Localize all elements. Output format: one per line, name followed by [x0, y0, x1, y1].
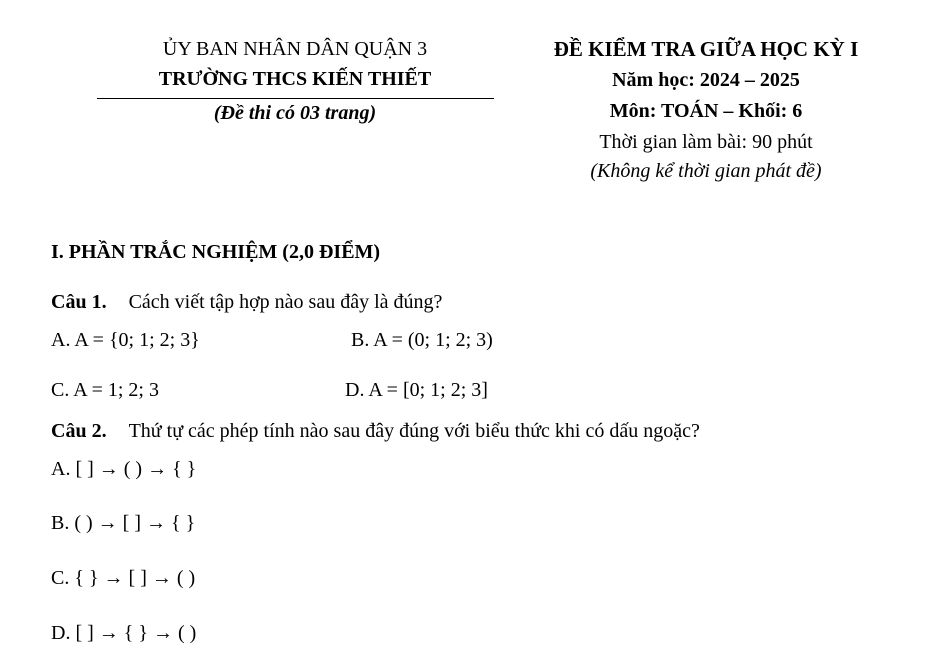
- section-title: I. PHẦN TRẮC NGHIỆM (2,0 ĐIỂM): [51, 241, 381, 263]
- district-committee: ỦY BAN NHÂN DÂN QUẬN 3: [162, 38, 428, 60]
- subject-grade: Môn: TOÁN – Khối: 6: [609, 100, 803, 122]
- time-note: (Không kể thời gian phát đề): [590, 160, 822, 182]
- q2-option-c: C. { } → [ ] → ( ): [51, 567, 196, 589]
- question-1-text: Cách viết tập hợp nào sau đây là đúng?: [128, 291, 443, 313]
- question-2: [51, 420, 700, 443]
- q1-option-b: B. A = (0; 1; 2; 3): [351, 329, 493, 351]
- header-divider: [97, 98, 494, 99]
- q1-option-d: D. A = [0; 1; 2; 3]: [345, 379, 488, 401]
- question-2-label: Câu 2.: [51, 420, 107, 442]
- page-count-note: (Đề thi có 03 trang): [213, 102, 377, 124]
- q2-option-b: B. ( ) → [ ] → { }: [51, 512, 196, 534]
- q1-option-a: A. A = {0; 1; 2; 3}: [51, 329, 200, 351]
- question-2-text: Thứ tự các phép tính nào sau đây đúng với biểu thức khi có dấu ngoặc?: [128, 420, 700, 442]
- q2-option-a: A. [ ] → ( ) → { }: [51, 458, 197, 480]
- q1-option-c: C. A = 1; 2; 3: [51, 379, 159, 401]
- question-1: [51, 291, 442, 314]
- q2-option-d: D. [ ] → { } → ( ): [51, 622, 197, 644]
- exam-title: ĐỀ KIỂM TRA GIỮA HỌC KỲ I: [553, 37, 859, 61]
- time-limit: Thời gian làm bài: 90 phút: [599, 131, 813, 153]
- school-name: TRƯỜNG THCS KIẾN THIẾT: [158, 68, 432, 90]
- school-year: Năm học: 2024 – 2025: [612, 69, 800, 91]
- question-1-label: Câu 1.: [51, 291, 107, 313]
